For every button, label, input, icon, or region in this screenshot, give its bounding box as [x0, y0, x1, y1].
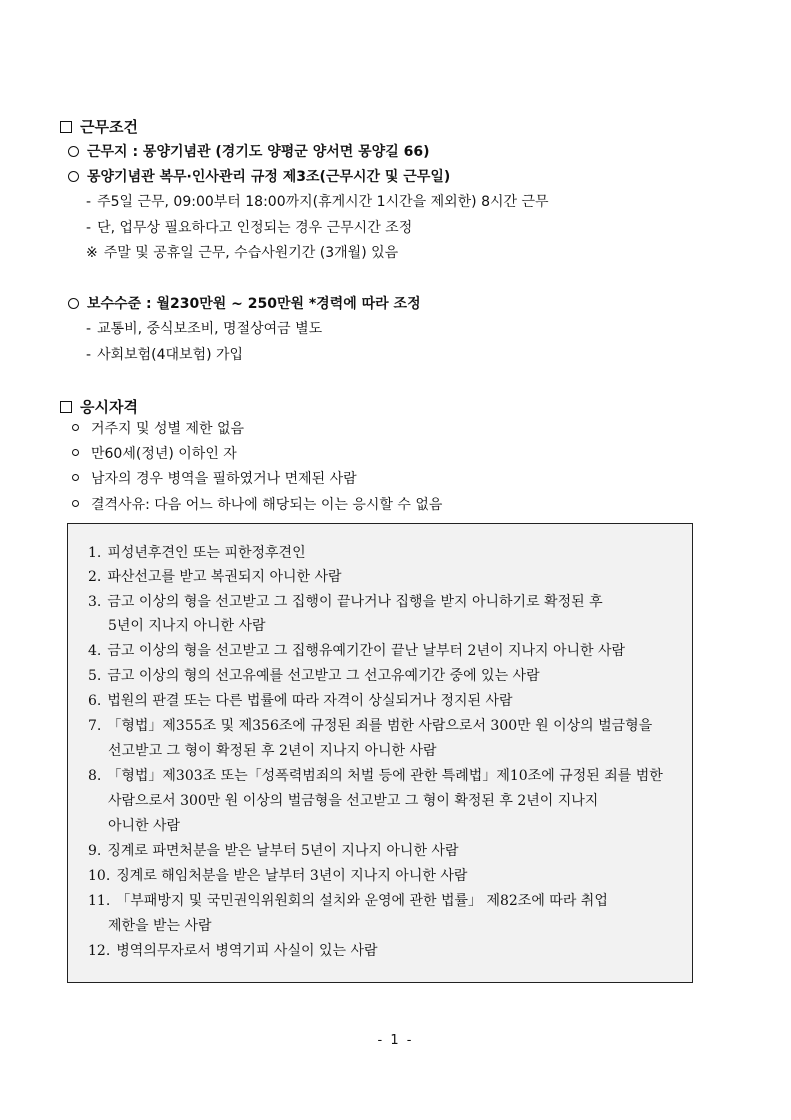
disqualification-item: 6. 법원의 판결 또는 다른 법률에 따라 자격이 상실되거나 정지된 사람 [88, 693, 513, 709]
square-bullet-icon [60, 121, 72, 133]
disqualification-item-continued: 아니한 사람 [108, 818, 181, 834]
qualification-item: 거주지 및 성별 제한 없음 [72, 420, 244, 438]
work-location-line: 근무지 : 몽양기념관 (경기도 양평군 양서면 몽양길 66) [68, 143, 429, 161]
small-circle-bullet-icon [72, 474, 79, 481]
section-qualifications [60, 398, 138, 416]
section-work-conditions [60, 118, 138, 136]
section-title: 응시자격 [80, 398, 138, 416]
disqualification-item: 2. 파산선고를 받고 복권되지 아니한 사람 [88, 569, 342, 585]
disqualification-item-continued: 제한을 받는 사람 [108, 918, 212, 934]
section-title: 근무조건 [80, 118, 138, 136]
pay-line: 보수수준 : 월230만원 ~ 250만원 *경력에 따라 조정 [68, 295, 421, 313]
qualification-item: 만60세(정년) 이하인 자 [72, 445, 237, 463]
circle-bullet-icon [68, 298, 79, 309]
qualification-item: 결격사유: 다음 어느 하나에 해당되는 이는 응시할 수 없음 [72, 496, 442, 514]
disqualification-item: 3. 금고 이상의 형을 선고받고 그 집행이 끝나거나 집행을 받지 아니하기로 확정된 후 [88, 594, 603, 610]
disqualification-item-continued: 선고받고 그 형이 확정된 후 2년이 지나지 아니한 사람 [108, 743, 437, 759]
disqualification-item: 12. 병역의무자로서 병역기피 사실이 있는 사람 [88, 943, 378, 959]
disqualification-item: 8. 「형법」제303조 또는「성폭력범죄의 처벌 등에 관한 특례법」제10조에 규정된 죄를 범한 [88, 768, 663, 784]
reference-mark-icon: ※ [86, 245, 98, 261]
disqualification-item: 10. 징계로 해임처분을 받은 날부터 3년이 지나지 아니한 사람 [88, 868, 468, 884]
disqualification-box [67, 523, 693, 983]
disqualification-item: 4. 금고 이상의 형을 선고받고 그 집행유예기간이 끝난 날부터 2년이 지나지 아니한 사람 [88, 643, 626, 659]
disqualification-item: 7. 「형법」제355조 및 제356조에 규정된 죄를 범한 사람으로서 300만 원 이상의 벌금형을 [88, 718, 653, 734]
disqualification-item: 1. 피성년후견인 또는 피한정후견인 [88, 545, 306, 561]
disqualification-item: 11. 「부패방지 및 국민권익위원회의 설치와 운영에 관한 법률」 제82조에 따라 취업 [88, 893, 608, 909]
work-rules-line: 몽양기념관 복무·인사관리 규정 제3조(근무시간 및 근무일) [68, 168, 450, 186]
circle-bullet-icon [68, 146, 79, 157]
small-circle-bullet-icon [72, 500, 79, 507]
pay-detail-2: - 사회보험(4대보험) 가입 [86, 347, 244, 363]
schedule-line-2: - 단, 업무상 필요하다고 인정되는 경우 근무시간 조정 [86, 220, 413, 236]
small-circle-bullet-icon [72, 424, 79, 431]
disqualification-item: 9. 징계로 파면처분을 받은 날부터 5년이 지나지 아니한 사람 [88, 843, 459, 859]
disqualification-item-continued: 사람으로서 300만 원 이상의 벌금형을 선고받고 그 형이 확정된 후 2년이 지나지 [108, 793, 599, 809]
schedule-line-1: - 주5일 근무, 09:00부터 18:00까지(휴게시간 1시간을 제외한) 8시간 근무 [86, 194, 549, 210]
schedule-note: ※ 주말 및 공휴일 근무, 수습사원기간 (3개월) 있음 [86, 245, 399, 261]
circle-bullet-icon [68, 171, 79, 182]
disqualification-item: 5. 금고 이상의 형의 선고유예를 선고받고 그 선고유예기간 중에 있는 사람 [88, 668, 540, 684]
page-number: - 1 - [377, 1033, 414, 1048]
qualification-item: 남자의 경우 병역을 필하였거나 면제된 사람 [72, 470, 357, 488]
pay-detail-1: - 교통비, 중식보조비, 명절상여금 별도 [86, 321, 323, 337]
small-circle-bullet-icon [72, 449, 79, 456]
disqualification-item-continued: 5년이 지나지 아니한 사람 [108, 618, 266, 634]
square-bullet-icon [60, 401, 72, 413]
